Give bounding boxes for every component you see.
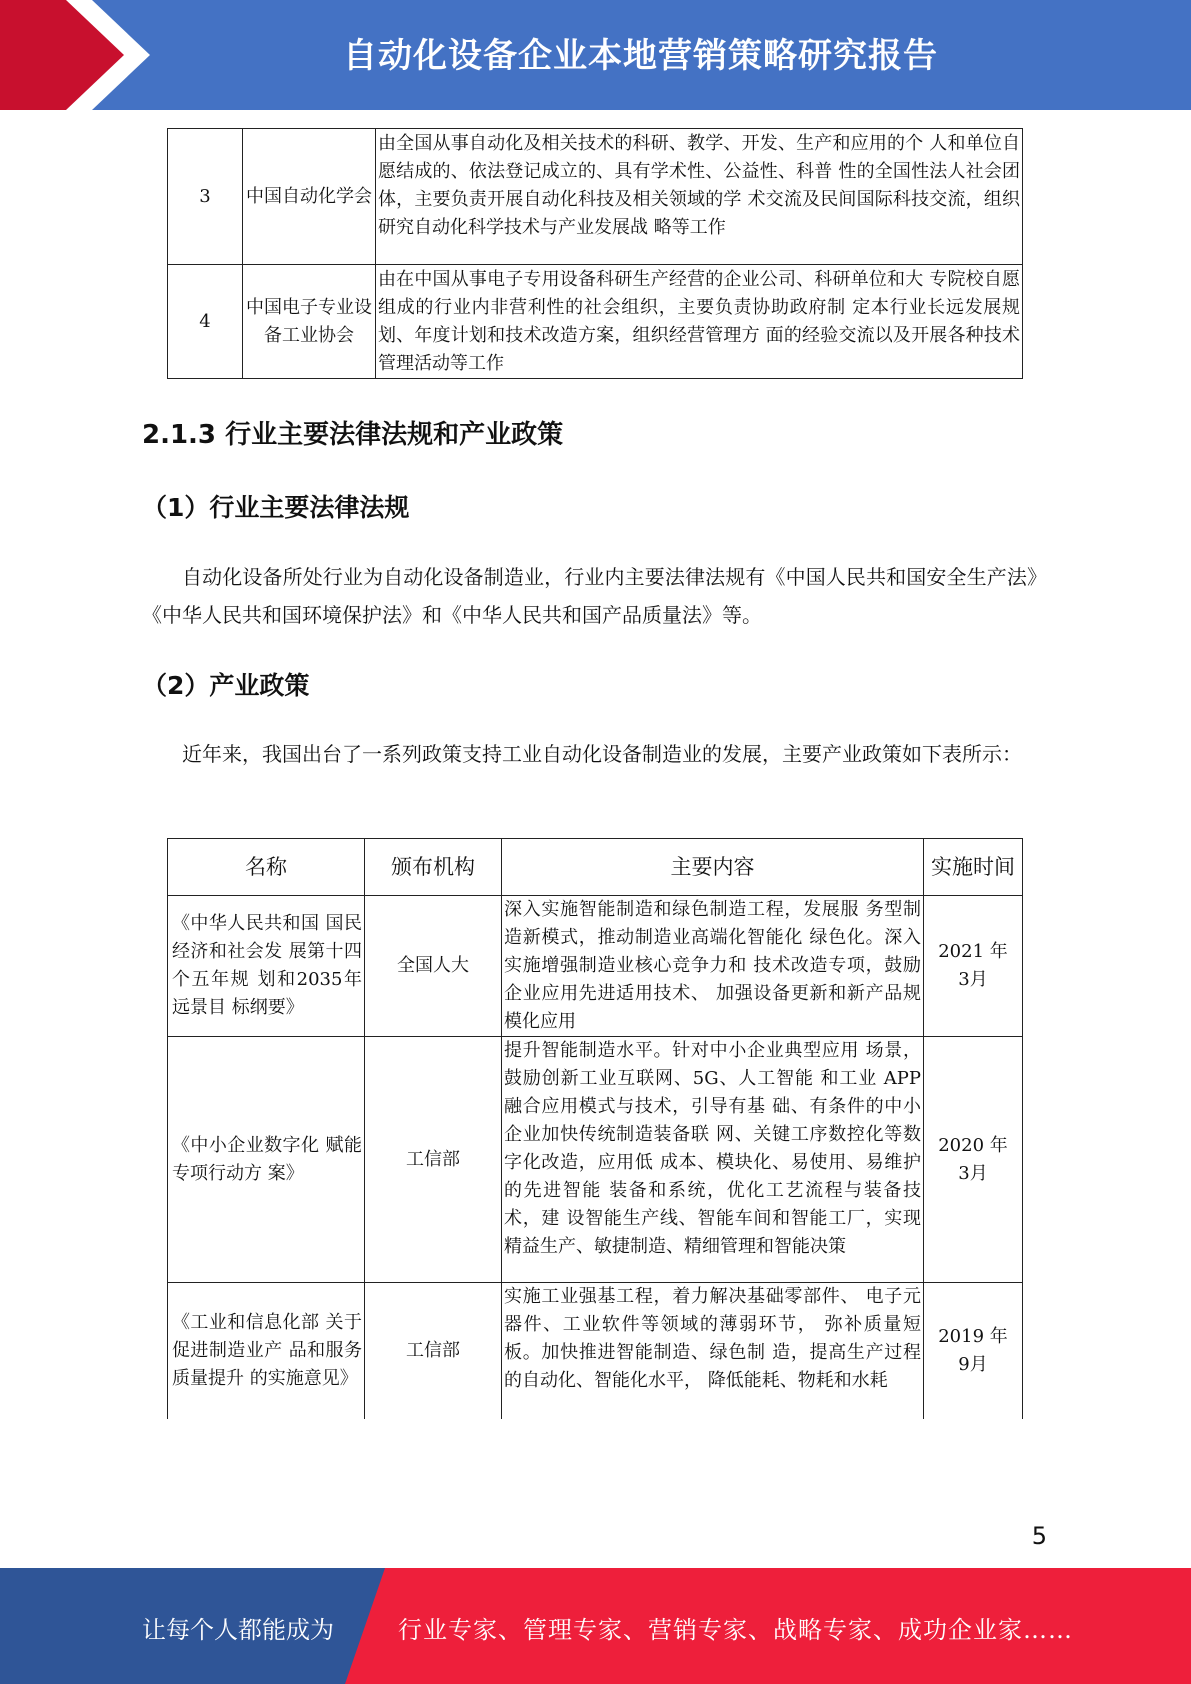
organization-description: 由全国从事自动化及相关技术的科研、教学、开发、生产和应用的个 人和单位自愿结成的、依法登记成立的、具有学术性、公益性、科普 性的全国性法人社会团体，主要负责开展自动化科技及相关领域的学 术交流及民间国际科技交流，组织研究自动化科学技术与产业发展战 略等工作: [376, 129, 1023, 265]
policy-agency: 全国人大: [365, 896, 502, 1037]
organization-description: 由在中国从事电子专用设备科研生产经营的企业公司、科研单位和大 专院校自愿组成的行业内非营利性的社会组织，主要负责协助政府制 定本行业长远发展规划、年度计划和技术改造方案，组织经营管理方 面的经验交流以及开展各种技术管理活动等工作: [376, 265, 1023, 379]
report-footer: [0, 1568, 1191, 1684]
policy-content: 提升智能制造水平。针对中小企业典型应用 场景，鼓励创新工业互联网、5G、人工智能 和工业 APP 融合应用模式与技术，引导有基 础、有条件的中小企业加快传统制造装备联 网、关键工序数控化等数字化改造，应用低 成本、模块化、易使用、易维护的先进智能 装备和系统，优化工艺流程与装备技术，建 设智能生产线、智能车间和智能工厂，实现 精益生产、敏捷制造、精细管理和智能决策: [502, 1037, 924, 1283]
organization-name: 中国电子专业设备工业协会: [243, 265, 376, 379]
policy-intro-paragraph: 近年来，我国出台了一系列政策支持工业自动化设备制造业的发展，主要产业政策如下表所示：: [182, 742, 1022, 766]
subsection-heading-laws: （1）行业主要法律法规: [142, 493, 410, 522]
report-header: [0, 0, 1191, 110]
policy-table: [167, 838, 1023, 1419]
column-header-content: 主要内容: [502, 839, 924, 896]
table-row: [168, 129, 1023, 265]
table-row: [168, 1037, 1023, 1283]
table-row: [168, 265, 1023, 379]
table-row: [168, 1283, 1023, 1419]
footer-slogan-left: 让每个人都能成为: [142, 1616, 334, 1644]
organization-name: 中国自动化学会: [243, 129, 376, 265]
policy-name: 《中小企业数字化 赋能专项行动方 案》: [168, 1037, 365, 1283]
subsection-heading-policy: （2）产业政策: [142, 671, 310, 700]
table-row: [168, 896, 1023, 1037]
policy-name: 《中华人民共和国 国民经济和社会发 展第十四个五年规 划和2035年远景目 标纲要》: [168, 896, 365, 1037]
page-number: 5: [1031, 1522, 1047, 1550]
association-table: [167, 128, 1023, 379]
report-title: 自动化设备企业本地营销策略研究报告: [343, 36, 938, 76]
section-heading: 2.1.3 行业主要法律法规和产业政策: [142, 420, 564, 450]
policy-content: 深入实施智能制造和绿色制造工程，发展服 务型制造新模式，推动制造业高端化智能化 绿色化。深入实施增强制造业核心竞争力和 技术改造专项，鼓励企业应用先进适用技术、 加强设备更新和新产品规模化应用: [502, 896, 924, 1037]
row-number: 3: [168, 129, 243, 265]
policy-content: 实施工业强基工程，着力解决基础零部件、 电子元器件、工业软件等领域的薄弱环节， 弥补质量短板。加快推进智能制造、绿色制 造，提高生产过程的自动化、智能化水平， 降低能耗、物耗和水耗: [502, 1283, 924, 1419]
policy-name: 《工业和信息化部 关于促进制造业产 品和服务质量提升 的实施意见》: [168, 1283, 365, 1419]
column-header-name: 名称: [168, 839, 365, 896]
policy-date: 2020 年 3月: [924, 1037, 1023, 1283]
policy-date: 2021 年 3月: [924, 896, 1023, 1037]
policy-agency: 工信部: [365, 1283, 502, 1419]
table-header-row: [168, 839, 1023, 896]
header-red-chevron: [0, 0, 150, 110]
policy-agency: 工信部: [365, 1037, 502, 1283]
laws-paragraph: 自动化设备所处行业为自动化设备制造业，行业内主要法律法规有《中国人民共和国安全生产法》《中华人民共和国环境保护法》和《中华人民共和国产品质量法》等。: [142, 565, 1047, 627]
column-header-date: 实施时间: [924, 839, 1023, 896]
footer-slogan-right: 行业专家、管理专家、营销专家、战略专家、成功企业家……: [398, 1616, 1073, 1644]
row-number: 4: [168, 265, 243, 379]
policy-date: 2019 年 9月: [924, 1283, 1023, 1419]
column-header-agency: 颁布机构: [365, 839, 502, 896]
